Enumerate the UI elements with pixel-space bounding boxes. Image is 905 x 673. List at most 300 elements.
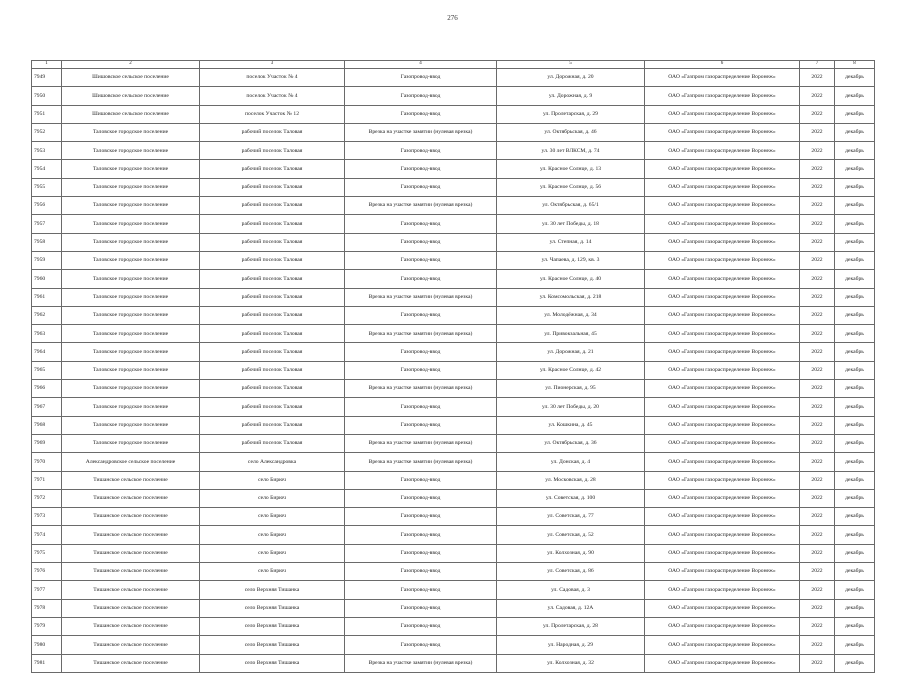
settlement-cell: Таловское городское поселение xyxy=(62,270,200,288)
table-row xyxy=(32,142,875,160)
column-number: 2 xyxy=(62,61,200,69)
row-number-cell: 7973 xyxy=(32,508,62,526)
locality-cell: рабочий поселок Таловая xyxy=(200,123,345,141)
work-type-cell: Газопровод-ввод xyxy=(345,581,497,599)
work-type-cell: Врезка на участке замятии (нулевая врезка) xyxy=(345,197,497,215)
month-cell: декабрь xyxy=(835,581,875,599)
year-cell: 2022 xyxy=(800,361,835,379)
address-cell: ул. Степная, д. 14 xyxy=(497,233,645,251)
organization-cell: ОАО «Газпром газораспределение Воронеж» xyxy=(645,288,800,306)
address-cell: ул. Красное Солнце, д. 56 xyxy=(497,178,645,196)
settlement-cell: Таловское городское поселение xyxy=(62,197,200,215)
settlement-cell: Таловское городское поселение xyxy=(62,123,200,141)
work-type-cell: Врезка на участке замятии (нулевая врезка) xyxy=(345,288,497,306)
work-type-cell: Газопровод-ввод xyxy=(345,215,497,233)
settlement-cell: Таловское городское поселение xyxy=(62,160,200,178)
row-number-cell: 7957 xyxy=(32,215,62,233)
table-row xyxy=(32,197,875,215)
settlement-cell: Александровское сельское поселение xyxy=(62,453,200,471)
table-row xyxy=(32,325,875,343)
year-cell: 2022 xyxy=(800,178,835,196)
table-row xyxy=(32,361,875,379)
row-number-cell: 7964 xyxy=(32,343,62,361)
address-cell: ул. Советская, д. 77 xyxy=(497,508,645,526)
table-row xyxy=(32,233,875,251)
address-cell: ул. Советская, д. 52 xyxy=(497,526,645,544)
year-cell: 2022 xyxy=(800,434,835,452)
organization-cell: ОАО «Газпром газораспределение Воронеж» xyxy=(645,178,800,196)
year-cell: 2022 xyxy=(800,398,835,416)
table-row xyxy=(32,123,875,141)
row-number-cell: 7977 xyxy=(32,581,62,599)
locality-cell: село Верхняя Тишанка xyxy=(200,581,345,599)
row-number-cell: 7952 xyxy=(32,123,62,141)
work-type-cell: Газопровод-ввод xyxy=(345,361,497,379)
row-number-cell: 7954 xyxy=(32,160,62,178)
year-cell: 2022 xyxy=(800,105,835,123)
table-row xyxy=(32,160,875,178)
year-cell: 2022 xyxy=(800,380,835,398)
month-cell: декабрь xyxy=(835,471,875,489)
work-type-cell: Врезка на участке замятии (нулевая врезка) xyxy=(345,453,497,471)
work-type-cell: Газопровод-ввод xyxy=(345,142,497,160)
settlement-cell: Таловское городское поселение xyxy=(62,215,200,233)
address-cell: ул. Дорожная, д. 9 xyxy=(497,87,645,105)
settlement-cell: Таловское городское поселение xyxy=(62,398,200,416)
settlement-cell: Тишанское сельское поселение xyxy=(62,563,200,581)
table-row xyxy=(32,453,875,471)
table-body xyxy=(32,61,875,673)
month-cell: декабрь xyxy=(835,306,875,324)
locality-cell: поселок Участок № 4 xyxy=(200,69,345,87)
work-type-cell: Газопровод-ввод xyxy=(345,544,497,562)
settlement-cell: Таловское городское поселение xyxy=(62,361,200,379)
year-cell: 2022 xyxy=(800,599,835,617)
locality-cell: рабочий поселок Таловая xyxy=(200,197,345,215)
table-row xyxy=(32,636,875,654)
table-row xyxy=(32,489,875,507)
table-row xyxy=(32,416,875,434)
row-number-cell: 7975 xyxy=(32,544,62,562)
address-cell: ул. Московская, д. 28 xyxy=(497,471,645,489)
row-number-cell: 7960 xyxy=(32,270,62,288)
year-cell: 2022 xyxy=(800,325,835,343)
address-cell: ул. Колхозная, д. 32 xyxy=(497,654,645,672)
row-number-cell: 7979 xyxy=(32,617,62,635)
table-row xyxy=(32,380,875,398)
table-row xyxy=(32,105,875,123)
year-cell: 2022 xyxy=(800,87,835,105)
month-cell: декабрь xyxy=(835,489,875,507)
organization-cell: ОАО «Газпром газораспределение Воронеж» xyxy=(645,654,800,672)
table-row xyxy=(32,544,875,562)
address-cell: ул. Красное Солнце, д. 42 xyxy=(497,361,645,379)
locality-cell: село Бирюч xyxy=(200,563,345,581)
address-cell: ул. Садовая, д. 12А xyxy=(497,599,645,617)
address-cell: ул. Молодёжная, д. 34 xyxy=(497,306,645,324)
month-cell: декабрь xyxy=(835,343,875,361)
month-cell: декабрь xyxy=(835,416,875,434)
work-type-cell: Газопровод-ввод xyxy=(345,599,497,617)
settlement-cell: Шишовское сельское поселение xyxy=(62,105,200,123)
organization-cell: ОАО «Газпром газораспределение Воронеж» xyxy=(645,471,800,489)
year-cell: 2022 xyxy=(800,270,835,288)
year-cell: 2022 xyxy=(800,69,835,87)
settlement-cell: Тишанское сельское поселение xyxy=(62,526,200,544)
year-cell: 2022 xyxy=(800,654,835,672)
organization-cell: ОАО «Газпром газораспределение Воронеж» xyxy=(645,361,800,379)
address-cell: ул. Кошкина, д. 45 xyxy=(497,416,645,434)
organization-cell: ОАО «Газпром газораспределение Воронеж» xyxy=(645,306,800,324)
work-type-cell: Врезка на участке замятии (нулевая врезка) xyxy=(345,654,497,672)
work-type-cell: Газопровод-ввод xyxy=(345,87,497,105)
column-number: 6 xyxy=(645,61,800,69)
month-cell: декабрь xyxy=(835,69,875,87)
column-number: 8 xyxy=(835,61,875,69)
row-number-cell: 7951 xyxy=(32,105,62,123)
locality-cell: рабочий поселок Таловая xyxy=(200,270,345,288)
row-number-cell: 7953 xyxy=(32,142,62,160)
table-row xyxy=(32,270,875,288)
locality-cell: поселок Участок № 4 xyxy=(200,87,345,105)
locality-cell: село Бирюч xyxy=(200,489,345,507)
organization-cell: ОАО «Газпром газораспределение Воронеж» xyxy=(645,87,800,105)
settlement-cell: Таловское городское поселение xyxy=(62,233,200,251)
organization-cell: ОАО «Газпром газораспределение Воронеж» xyxy=(645,197,800,215)
address-cell: ул. 30 лет ВЛКСМ, д. 74 xyxy=(497,142,645,160)
month-cell: декабрь xyxy=(835,380,875,398)
work-type-cell: Врезка на участке замятии (нулевая врезка) xyxy=(345,380,497,398)
row-number-cell: 7955 xyxy=(32,178,62,196)
settlement-cell: Тишанское сельское поселение xyxy=(62,617,200,635)
organization-cell: ОАО «Газпром газораспределение Воронеж» xyxy=(645,434,800,452)
work-type-cell: Газопровод-ввод xyxy=(345,270,497,288)
address-cell: ул. Дорожная, д. 20 xyxy=(497,69,645,87)
table-row xyxy=(32,306,875,324)
month-cell: декабрь xyxy=(835,434,875,452)
locality-cell: рабочий поселок Таловая xyxy=(200,288,345,306)
table-row xyxy=(32,526,875,544)
organization-cell: ОАО «Газпром газораспределение Воронеж» xyxy=(645,599,800,617)
organization-cell: ОАО «Газпром газораспределение Воронеж» xyxy=(645,251,800,269)
address-cell: ул. Пролетарская, д. 29 xyxy=(497,105,645,123)
row-number-cell: 7950 xyxy=(32,87,62,105)
table-row xyxy=(32,288,875,306)
locality-cell: село Бирюч xyxy=(200,471,345,489)
settlement-cell: Таловское городское поселение xyxy=(62,142,200,160)
column-number-row xyxy=(32,61,875,69)
settlement-cell: Тишанское сельское поселение xyxy=(62,508,200,526)
year-cell: 2022 xyxy=(800,197,835,215)
row-number-cell: 7981 xyxy=(32,654,62,672)
settlement-cell: Таловское городское поселение xyxy=(62,251,200,269)
table-row xyxy=(32,178,875,196)
address-cell: ул. 30 лет Победы, д. 20 xyxy=(497,398,645,416)
locality-cell: рабочий поселок Таловая xyxy=(200,160,345,178)
table-row xyxy=(32,434,875,452)
row-number-cell: 7966 xyxy=(32,380,62,398)
organization-cell: ОАО «Газпром газораспределение Воронеж» xyxy=(645,142,800,160)
work-type-cell: Газопровод-ввод xyxy=(345,306,497,324)
work-type-cell: Газопровод-ввод xyxy=(345,178,497,196)
table-row xyxy=(32,69,875,87)
work-type-cell: Газопровод-ввод xyxy=(345,160,497,178)
month-cell: декабрь xyxy=(835,325,875,343)
row-number-cell: 7970 xyxy=(32,453,62,471)
month-cell: декабрь xyxy=(835,215,875,233)
locality-cell: рабочий поселок Таловая xyxy=(200,215,345,233)
month-cell: декабрь xyxy=(835,197,875,215)
row-number-cell: 7967 xyxy=(32,398,62,416)
month-cell: декабрь xyxy=(835,563,875,581)
row-number-cell: 7961 xyxy=(32,288,62,306)
work-type-cell: Газопровод-ввод xyxy=(345,489,497,507)
locality-cell: село Бирюч xyxy=(200,526,345,544)
month-cell: декабрь xyxy=(835,508,875,526)
organization-cell: ОАО «Газпром газораспределение Воронеж» xyxy=(645,123,800,141)
page-number: 276 xyxy=(447,14,458,22)
row-number-cell: 7978 xyxy=(32,599,62,617)
gasification-table xyxy=(31,60,875,673)
address-cell: ул. Красное Солнце, д. 13 xyxy=(497,160,645,178)
organization-cell: ОАО «Газпром газораспределение Воронеж» xyxy=(645,380,800,398)
month-cell: декабрь xyxy=(835,526,875,544)
locality-cell: рабочий поселок Таловая xyxy=(200,416,345,434)
table-row xyxy=(32,508,875,526)
address-cell: ул. Октябрьская, д. 46 xyxy=(497,123,645,141)
organization-cell: ОАО «Газпром газораспределение Воронеж» xyxy=(645,416,800,434)
address-cell: ул. Привокзальная, 45 xyxy=(497,325,645,343)
row-number-cell: 7969 xyxy=(32,434,62,452)
organization-cell: ОАО «Газпром газораспределение Воронеж» xyxy=(645,69,800,87)
settlement-cell: Таловское городское поселение xyxy=(62,434,200,452)
row-number-cell: 7958 xyxy=(32,233,62,251)
locality-cell: рабочий поселок Таловая xyxy=(200,434,345,452)
address-cell: ул. Советская, д. 86 xyxy=(497,563,645,581)
month-cell: декабрь xyxy=(835,453,875,471)
locality-cell: село Верхняя Тишанка xyxy=(200,654,345,672)
year-cell: 2022 xyxy=(800,636,835,654)
year-cell: 2022 xyxy=(800,160,835,178)
organization-cell: ОАО «Газпром газораспределение Воронеж» xyxy=(645,526,800,544)
organization-cell: ОАО «Газпром газораспределение Воронеж» xyxy=(645,581,800,599)
month-cell: декабрь xyxy=(835,160,875,178)
column-number: 4 xyxy=(345,61,497,69)
settlement-cell: Тишанское сельское поселение xyxy=(62,654,200,672)
address-cell: ул. Пионерская, д. 95 xyxy=(497,380,645,398)
year-cell: 2022 xyxy=(800,489,835,507)
year-cell: 2022 xyxy=(800,581,835,599)
column-number: 5 xyxy=(497,61,645,69)
locality-cell: рабочий поселок Таловая xyxy=(200,142,345,160)
address-cell: ул. Донская, д. 4 xyxy=(497,453,645,471)
organization-cell: ОАО «Газпром газораспределение Воронеж» xyxy=(645,617,800,635)
settlement-cell: Таловское городское поселение xyxy=(62,416,200,434)
locality-cell: село Бирюч xyxy=(200,544,345,562)
table-row xyxy=(32,251,875,269)
month-cell: декабрь xyxy=(835,270,875,288)
month-cell: декабрь xyxy=(835,599,875,617)
year-cell: 2022 xyxy=(800,526,835,544)
locality-cell: рабочий поселок Таловая xyxy=(200,306,345,324)
month-cell: декабрь xyxy=(835,654,875,672)
row-number-cell: 7974 xyxy=(32,526,62,544)
month-cell: декабрь xyxy=(835,142,875,160)
locality-cell: поселок Участок № 12 xyxy=(200,105,345,123)
address-cell: ул. Садовая, д. 3 xyxy=(497,581,645,599)
table-row xyxy=(32,617,875,635)
organization-cell: ОАО «Газпром газораспределение Воронеж» xyxy=(645,343,800,361)
settlement-cell: Шишовское сельское поселение xyxy=(62,69,200,87)
year-cell: 2022 xyxy=(800,306,835,324)
row-number-cell: 7968 xyxy=(32,416,62,434)
address-cell: ул. Комсомольская, д. 218 xyxy=(497,288,645,306)
locality-cell: рабочий поселок Таловая xyxy=(200,361,345,379)
year-cell: 2022 xyxy=(800,544,835,562)
year-cell: 2022 xyxy=(800,617,835,635)
address-cell: ул. Народная, д. 29 xyxy=(497,636,645,654)
year-cell: 2022 xyxy=(800,508,835,526)
settlement-cell: Таловское городское поселение xyxy=(62,325,200,343)
locality-cell: рабочий поселок Таловая xyxy=(200,233,345,251)
table-row xyxy=(32,215,875,233)
table-row xyxy=(32,398,875,416)
year-cell: 2022 xyxy=(800,215,835,233)
settlement-cell: Таловское городское поселение xyxy=(62,288,200,306)
settlement-cell: Тишанское сельское поселение xyxy=(62,599,200,617)
year-cell: 2022 xyxy=(800,343,835,361)
address-cell: ул. Пролетарская, д. 28 xyxy=(497,617,645,635)
table-row xyxy=(32,581,875,599)
work-type-cell: Газопровод-ввод xyxy=(345,343,497,361)
work-type-cell: Врезка на участке замятии (нулевая врезка) xyxy=(345,325,497,343)
row-number-cell: 7980 xyxy=(32,636,62,654)
year-cell: 2022 xyxy=(800,251,835,269)
locality-cell: рабочий поселок Таловая xyxy=(200,343,345,361)
year-cell: 2022 xyxy=(800,416,835,434)
settlement-cell: Таловское городское поселение xyxy=(62,306,200,324)
month-cell: декабрь xyxy=(835,361,875,379)
address-cell: ул. Советская, д. 100 xyxy=(497,489,645,507)
year-cell: 2022 xyxy=(800,288,835,306)
locality-cell: село Верхняя Тишанка xyxy=(200,599,345,617)
organization-cell: ОАО «Газпром газораспределение Воронеж» xyxy=(645,233,800,251)
table-row xyxy=(32,654,875,672)
table-row xyxy=(32,343,875,361)
work-type-cell: Газопровод-ввод xyxy=(345,617,497,635)
work-type-cell: Газопровод-ввод xyxy=(345,251,497,269)
year-cell: 2022 xyxy=(800,233,835,251)
organization-cell: ОАО «Газпром газораспределение Воронеж» xyxy=(645,105,800,123)
work-type-cell: Газопровод-ввод xyxy=(345,105,497,123)
address-cell: ул. Дорожная, д. 21 xyxy=(497,343,645,361)
month-cell: декабрь xyxy=(835,87,875,105)
month-cell: декабрь xyxy=(835,636,875,654)
row-number-cell: 7959 xyxy=(32,251,62,269)
month-cell: декабрь xyxy=(835,123,875,141)
locality-cell: рабочий поселок Таловая xyxy=(200,325,345,343)
month-cell: декабрь xyxy=(835,288,875,306)
organization-cell: ОАО «Газпром газораспределение Воронеж» xyxy=(645,544,800,562)
organization-cell: ОАО «Газпром газораспределение Воронеж» xyxy=(645,325,800,343)
year-cell: 2022 xyxy=(800,471,835,489)
table-row xyxy=(32,599,875,617)
address-cell: ул. 30 лет Победы, д. 18 xyxy=(497,215,645,233)
locality-cell: рабочий поселок Таловая xyxy=(200,398,345,416)
organization-cell: ОАО «Газпром газораспределение Воронеж» xyxy=(645,215,800,233)
locality-cell: село Александровка xyxy=(200,453,345,471)
column-number: 7 xyxy=(800,61,835,69)
work-type-cell: Газопровод-ввод xyxy=(345,69,497,87)
month-cell: декабрь xyxy=(835,105,875,123)
work-type-cell: Врезка на участке замятии (нулевая врезка) xyxy=(345,434,497,452)
settlement-cell: Таловское городское поселение xyxy=(62,343,200,361)
year-cell: 2022 xyxy=(800,563,835,581)
month-cell: декабрь xyxy=(835,233,875,251)
table-row xyxy=(32,471,875,489)
work-type-cell: Газопровод-ввод xyxy=(345,526,497,544)
month-cell: декабрь xyxy=(835,178,875,196)
settlement-cell: Тишанское сельское поселение xyxy=(62,544,200,562)
organization-cell: ОАО «Газпром газораспределение Воронеж» xyxy=(645,398,800,416)
work-type-cell: Газопровод-ввод xyxy=(345,563,497,581)
organization-cell: ОАО «Газпром газораспределение Воронеж» xyxy=(645,489,800,507)
work-type-cell: Газопровод-ввод xyxy=(345,471,497,489)
organization-cell: ОАО «Газпром газораспределение Воронеж» xyxy=(645,270,800,288)
locality-cell: село Верхняя Тишанка xyxy=(200,617,345,635)
address-cell: ул. Октябрьская, д. 36 xyxy=(497,434,645,452)
row-number-cell: 7976 xyxy=(32,563,62,581)
year-cell: 2022 xyxy=(800,123,835,141)
column-number: 1 xyxy=(32,61,62,69)
locality-cell: рабочий поселок Таловая xyxy=(200,380,345,398)
organization-cell: ОАО «Газпром газораспределение Воронеж» xyxy=(645,636,800,654)
settlement-cell: Тишанское сельское поселение xyxy=(62,581,200,599)
row-number-cell: 7963 xyxy=(32,325,62,343)
work-type-cell: Газопровод-ввод xyxy=(345,508,497,526)
locality-cell: село Верхняя Тишанка xyxy=(200,636,345,654)
row-number-cell: 7949 xyxy=(32,69,62,87)
work-type-cell: Газопровод-ввод xyxy=(345,636,497,654)
month-cell: декабрь xyxy=(835,251,875,269)
settlement-cell: Тишанское сельское поселение xyxy=(62,636,200,654)
table-row xyxy=(32,87,875,105)
organization-cell: ОАО «Газпром газораспределение Воронеж» xyxy=(645,563,800,581)
address-cell: ул. Красное Солнце, д. 40 xyxy=(497,270,645,288)
settlement-cell: Тишанское сельское поселение xyxy=(62,471,200,489)
row-number-cell: 7962 xyxy=(32,306,62,324)
settlement-cell: Шишовское сельское поселение xyxy=(62,87,200,105)
locality-cell: рабочий поселок Таловая xyxy=(200,251,345,269)
settlement-cell: Тишанское сельское поселение xyxy=(62,489,200,507)
month-cell: декабрь xyxy=(835,617,875,635)
organization-cell: ОАО «Газпром газораспределение Воронеж» xyxy=(645,160,800,178)
column-number: 3 xyxy=(200,61,345,69)
locality-cell: село Бирюч xyxy=(200,508,345,526)
work-type-cell: Газопровод-ввод xyxy=(345,233,497,251)
organization-cell: ОАО «Газпром газораспределение Воронеж» xyxy=(645,508,800,526)
address-cell: ул. Колхозная, д. 90 xyxy=(497,544,645,562)
work-type-cell: Газопровод-ввод xyxy=(345,398,497,416)
table-row xyxy=(32,563,875,581)
row-number-cell: 7956 xyxy=(32,197,62,215)
work-type-cell: Газопровод-ввод xyxy=(345,416,497,434)
month-cell: декабрь xyxy=(835,544,875,562)
year-cell: 2022 xyxy=(800,142,835,160)
address-cell: ул. Октябрьская, д. 65/1 xyxy=(497,197,645,215)
locality-cell: рабочий поселок Таловая xyxy=(200,178,345,196)
work-type-cell: Врезка на участке замятии (нулевая врезка) xyxy=(345,123,497,141)
